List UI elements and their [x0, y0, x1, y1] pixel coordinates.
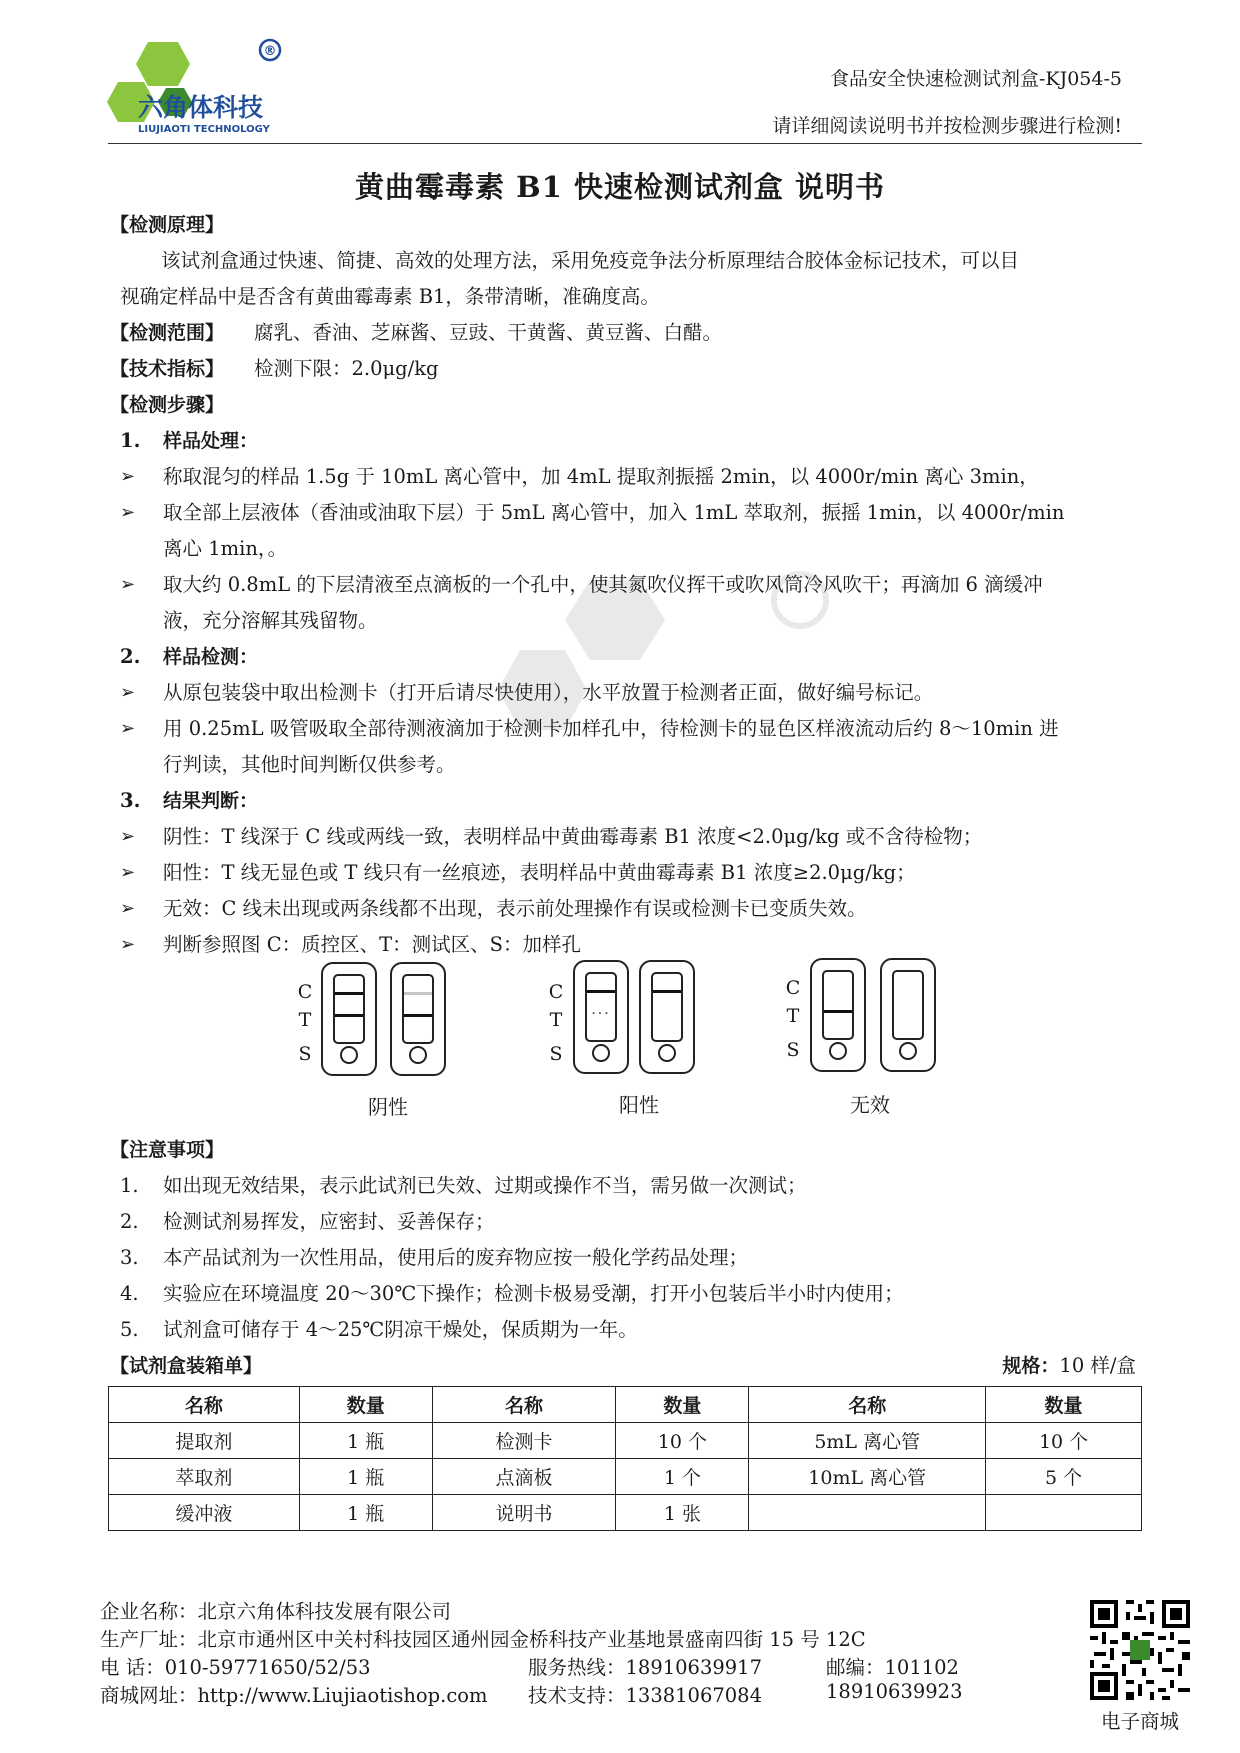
table-cell: 10 个 [986, 1423, 1142, 1459]
company-logo [100, 36, 300, 146]
table-cell: 1 瓶 [299, 1423, 432, 1459]
step-3-number: 3. [120, 789, 141, 812]
test-strip-negative-2 [390, 962, 446, 1076]
qr-code-icon [1090, 1600, 1190, 1700]
table-row [109, 1459, 1142, 1495]
principle-line-1: 该试剂盒通过快速、简捷、高效的处理方法，采用免疫竞争法分析原理结合胶体金标记技术，可以目 [161, 249, 1020, 272]
bullet-arrow-icon: ➢ [120, 934, 136, 955]
step-1-bullet-3: 取大约 0.8mL 的下层清液至点滴板的一个孔中，使其氮吹仪挥干或吹风筒冷风吹干；再滴加 6 滴缓冲 [163, 573, 1043, 596]
table-cell: 10 个 [616, 1423, 749, 1459]
step-1-bullet-1: 称取混匀的样品 1.5g 于 10mL 离心管中，加 4mL 提取剂振摇 2min，以 4000r/min 离心 3min， [163, 465, 1039, 488]
table-cell: 说明书 [432, 1495, 616, 1531]
result-invalid: 无效：C 线未出现或两条线都不出现，表示前处理操作有误或检测卡已变质失效。 [163, 897, 867, 920]
principle-heading: 【检测原理】 [110, 214, 225, 236]
note-item: 试剂盒可储存于 4～25℃阴凉干燥处，保质期为一年。 [163, 1318, 638, 1341]
note-item: 本产品试剂为一次性用品，使用后的废弃物应按一般化学药品处理； [163, 1246, 749, 1269]
company-name: 企业名称：北京六角体科技发展有限公司 [100, 1600, 452, 1623]
kit-heading: 【试剂盒装箱单】 [110, 1355, 263, 1377]
header-notice: 请详细阅读说明书并按检测步骤进行检测! [772, 115, 1122, 137]
step-1-number: 1. [120, 429, 141, 452]
table-cell: 5 个 [986, 1459, 1142, 1495]
steps-heading: 【检测步骤】 [110, 394, 225, 416]
bullet-arrow-icon: ➢ [120, 718, 136, 739]
table-cell: 提取剂 [109, 1423, 300, 1459]
table-cell [986, 1495, 1142, 1531]
label-c: C [785, 977, 801, 999]
note-item: 检测试剂易挥发，应密封、妥善保存； [163, 1210, 495, 1233]
step-2-title: 样品检测： [163, 646, 259, 668]
table-cell: 5mL 离心管 [749, 1423, 986, 1459]
caption-negative: 阴性 [368, 1095, 408, 1119]
note-item: 如出现无效结果，表示此试剂已失效、过期或操作不当，需另做一次测试； [163, 1174, 807, 1197]
table-cell: 1 瓶 [299, 1459, 432, 1495]
reference-legend: 判断参照图 C：质控区、T：测试区、S：加样孔 [163, 933, 581, 956]
test-strip-negative-1 [321, 962, 377, 1076]
column-header: 名称 [432, 1387, 616, 1423]
table-header-row [109, 1387, 1142, 1423]
qr-caption: 电子商城 [1100, 1710, 1179, 1733]
bullet-arrow-icon: ➢ [120, 502, 136, 523]
table-cell: 检测卡 [432, 1423, 616, 1459]
table-row [109, 1423, 1142, 1459]
step-1-bullet-3-cont: 液，充分溶解其残留物。 [163, 609, 378, 632]
step-2-bullet-2-cont: 行判读，其他时间判断仅供参考。 [163, 753, 456, 776]
table-cell: 点滴板 [432, 1459, 616, 1495]
result-negative: 阴性：T 线深于 C 线或两线一致，表明样品中黄曲霉毒素 B1 浓度<2.0μg/kg 或不含待检物； [163, 825, 983, 848]
note-number: 2. [120, 1210, 139, 1233]
label-c: C [297, 981, 313, 1003]
label-t: T [298, 1009, 312, 1031]
principle-line-2: 视确定样品中是否含有黄曲霉毒素 B1，条带清晰，准确度高。 [120, 285, 660, 308]
caption-positive: 阳性 [619, 1093, 659, 1117]
scope-heading: 【检测范围】 [110, 322, 225, 344]
bullet-arrow-icon: ➢ [120, 682, 136, 703]
table-cell: 1 个 [616, 1459, 749, 1495]
label-s: S [298, 1043, 312, 1065]
note-item: 实验应在环境温度 20～30℃下操作；检测卡极易受潮，打开小包装后半小时内使用； [163, 1282, 904, 1305]
column-header: 数量 [986, 1387, 1142, 1423]
column-header: 名称 [109, 1387, 300, 1423]
table-cell [749, 1495, 986, 1531]
brand-subtitle: LIUJIAOTI TECHNOLOGY [138, 124, 270, 135]
column-header: 数量 [616, 1387, 749, 1423]
table-cell: 缓冲液 [109, 1495, 300, 1531]
table-cell: 1 张 [616, 1495, 749, 1531]
label-t: T [549, 1009, 563, 1031]
spec-heading: 【技术指标】 [110, 358, 225, 380]
bullet-arrow-icon: ➢ [120, 826, 136, 847]
shop-website-link[interactable]: 商城网址：http://www.Liujiaotishop.com [100, 1684, 488, 1707]
postcode: 邮编：101102 [826, 1656, 959, 1679]
header-divider [108, 143, 1142, 144]
step-2-number: 2. [120, 645, 141, 668]
table-cell: 萃取剂 [109, 1459, 300, 1495]
step-1-title: 样品处理： [163, 430, 259, 452]
kit-spec [1002, 1353, 1136, 1379]
bullet-arrow-icon: ➢ [120, 862, 136, 883]
result-positive: 阳性：T 线无显色或 T 线只有一丝痕迹，表明样品中黄曲霉毒素 B1 浓度≥2.0μg/kg； [163, 861, 916, 884]
note-number: 3. [120, 1246, 139, 1269]
label-c: C [548, 981, 564, 1003]
label-s: S [786, 1039, 800, 1061]
bullet-arrow-icon: ➢ [120, 898, 136, 919]
label-t: T [786, 1005, 800, 1027]
kit-table [108, 1386, 1142, 1531]
service-hotline: 服务热线：18910639917 [528, 1656, 762, 1679]
brand-name: 六角体科技 [138, 93, 264, 122]
notes-heading: 【注意事项】 [110, 1139, 225, 1161]
table-cell: 10mL 离心管 [749, 1459, 986, 1495]
scope-text: 腐乳、香油、芝麻酱、豆豉、干黄酱、黄豆酱、白醋。 [254, 321, 723, 344]
test-strip-invalid-2 [880, 958, 936, 1072]
product-code: 食品安全快速检测试剂盒-KJ054-5 [829, 68, 1122, 90]
test-strip-invalid-1 [810, 958, 866, 1072]
test-strip-positive-1: ··· [573, 960, 629, 1074]
factory-address: 生产厂址：北京市通州区中关村科技园区通州园金桥科技产业基地景盛南四街 15 号 12C [100, 1628, 866, 1651]
bullet-arrow-icon: ➢ [120, 466, 136, 487]
step-3-title: 结果判断： [163, 790, 259, 812]
label-s: S [549, 1043, 563, 1065]
caption-invalid: 无效 [850, 1093, 890, 1117]
phone: 电 话：010-59771650/52/53 [100, 1656, 371, 1679]
note-number: 4. [120, 1282, 139, 1305]
spec-text: 检测下限：2.0μg/kg [254, 357, 439, 380]
page-title: 黄曲霉毒素 B1 快速检测试剂盒 说明书 [355, 170, 885, 204]
table-row [109, 1495, 1142, 1531]
step-1-bullet-2-cont: 离心 1min，。 [163, 537, 288, 560]
step-2-bullet-2: 用 0.25mL 吸管吸取全部待测液滴加于检测卡加样孔中，待检测卡的显色区样液流动后约 8～10min 进 [163, 717, 1059, 740]
table-cell: 1 瓶 [299, 1495, 432, 1531]
column-header: 名称 [749, 1387, 986, 1423]
kit-spec-value: 10 样/盒 [1059, 1354, 1136, 1377]
registered-mark: ® [263, 44, 277, 59]
tech-support-2: 18910639923 [826, 1680, 963, 1703]
note-number: 5. [120, 1318, 139, 1341]
note-number: 1. [120, 1174, 139, 1197]
test-strip-positive-2 [639, 960, 695, 1074]
column-header: 数量 [299, 1387, 432, 1423]
kit-spec-label: 规格： [1002, 1355, 1060, 1377]
tech-support: 技术支持：13381067084 [528, 1684, 762, 1707]
bullet-arrow-icon: ➢ [120, 574, 136, 595]
step-2-bullet-1: 从原包装袋中取出检测卡（打开后请尽快使用），水平放置于检测者正面，做好编号标记。 [163, 681, 934, 704]
step-1-bullet-2: 取全部上层液体（香油或油取下层）于 5mL 离心管中，加入 1mL 萃取剂，振摇 1min，以 4000r/min [163, 501, 1065, 524]
